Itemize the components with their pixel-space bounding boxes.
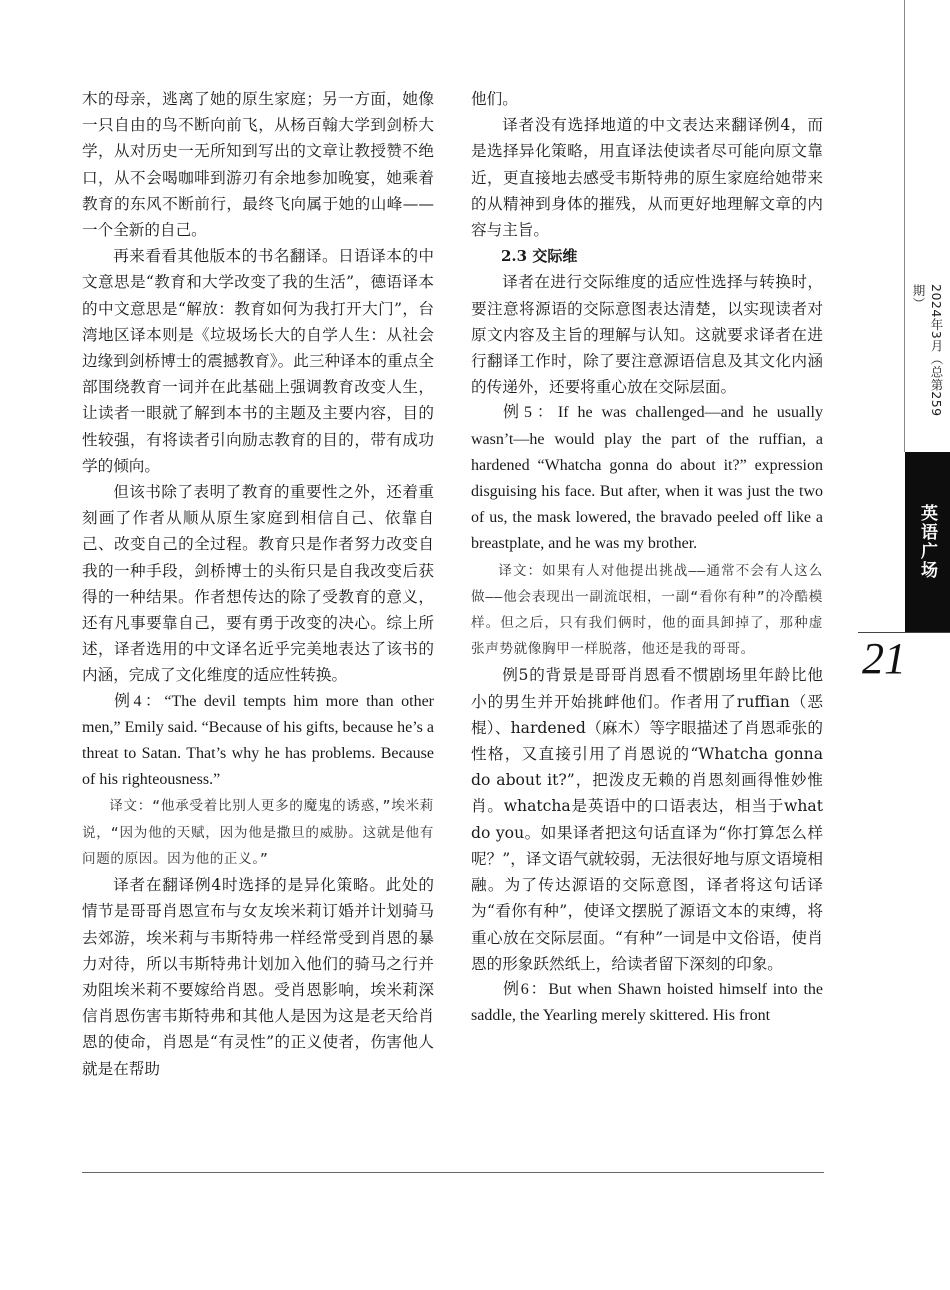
- example-5-translation: 译文：如果有人对他提出挑战——通常不会有人这么做——他会表现出一副流氓相，一副“看你有种”的冷酷模样。但之后，只有我们俩时，他的面具卸掉了，那种虚张声势就像胸甲一样脱落，他还是我的哥哥。: [471, 562, 823, 658]
- left-paragraph-2: 再来看看其他版本的书名翻译。日语译本的中文意思是“教育和大学改变了我的生活”，德语译本的中文意思是“解放：教育如何为我打开大门”，台湾地区译本则是《垃圾场长大的自学人生：从社会边缘到剑桥博士的震撼教育》。此三种译本的重点全部围绕教育一词并在此基础上强调教育改变人生，让读者一眼就了解到本书的主题及主要内容，目的性较强，有将读者引向励志教育的目的，带有成功学的倾向。: [82, 247, 434, 475]
- bottom-divider: [82, 1172, 824, 1173]
- example-4-translation: 译文：“他承受着比别人更多的魔鬼的诱惑，”埃米莉说，“因为他的天赋，因为他是撒旦的威胁。这就是他有问题的原因。因为他的正义。”: [82, 798, 434, 867]
- example-5: 例5：If he was challenged—and he usually wasn’t—he would play the part of the ruffian, a hardened “Whatcha gonna do about it?” expression disguising his face. But after, when it was just the two of us, the mask lowered, the bravado peeled off like a breastplate, and he was my brother.: [471, 404, 823, 553]
- left-paragraph-4: 译者在翻译例4时选择的是异化策略。此处的情节是哥哥肖恩宣布与女友埃米莉订婚并计划骑马去郊游，埃米莉与韦斯特弗一样经常受到肖恩的暴力对待，所以韦斯特弗计划加入他们的骑马之行并劝阻埃米莉不要嫁给肖恩。受肖恩影响，埃米莉深信肖恩伤害韦斯特弗和其他人是因为这是老天给肖恩的使命，肖恩是“有灵性”的正义使者，伤害他人就是在帮助: [82, 876, 434, 1078]
- issue-date: 2024年3月（总第259期）: [911, 284, 944, 417]
- left-column: [82, 86, 434, 1082]
- section-heading: 2.3 交际维: [501, 247, 578, 266]
- page-number: 21: [862, 634, 906, 683]
- section-label: 英语广场: [917, 504, 937, 580]
- right-paragraph-2: 译者没有选择地道的中文表达来翻译例4，而是选择异化策略，用直译法使读者尽可能向原文靠近，更直接地去感受韦斯特弗的原生家庭给她带来的从精神到身体的摧残，从而更好地理解文章的内容与主旨。: [471, 116, 823, 240]
- right-column: [471, 86, 823, 1029]
- sidebar-divider: [904, 0, 905, 452]
- right-paragraph-1: 他们。: [471, 90, 518, 108]
- page-number-rule: [858, 632, 950, 633]
- left-paragraph-1: 木的母亲，逃离了她的原生家庭；另一方面，她像一只自由的鸟不断向前飞，从杨百翰大学到剑桥大学，从对历史一无所知到写出的文章让教授赞不绝口，从不会喝咖啡到游刃有余地参加晚宴，她乘着教育的东风不断前行，最终飞向属于她的山峰——一个全新的自己。: [82, 90, 434, 240]
- right-paragraph-4: 例5的背景是哥哥肖恩看不惯剧场里年龄比他小的男生并开始挑衅他们。作者用了ruffian（恶棍）、hardened（麻木）等字眼描述了肖恩乖张的性格，又直接引用了肖恩说的“Whatcha gonna do about it?”，把泼皮无赖的肖恩刻画得惟妙惟肖。whatcha是英语中的口语表达，相当于what do you。如果译者把这句话直译为“你打算怎么样呢？”，译文语气就较弱，无法很好地与原文语境相融。为了传达源语的交际意图，译者将这句话译为“看你有种”，使译文摆脱了源语文本的束缚，将重心放在交际层面。“有种”一词是中文俗语，使肖恩的形象跃然纸上，给读者留下深刻的印象。: [471, 666, 823, 973]
- right-paragraph-3: 译者在进行交际维度的适应性选择与转换时，要注意将源语的交际意图表达清楚，以实现读者对原文内容及主旨的理解与认知。这就要求译者在进行翻译工作时，除了要注意源语信息及其文化内涵的传递外，还要将重心放在交际层面。: [471, 273, 823, 397]
- left-paragraph-3: 但该书除了表明了教育的重要性之外，还着重刻画了作者从顺从原生家庭到相信自己、依靠自己、改变自己的全过程。教育只是作者努力改变自我的一种手段，剑桥博士的头衔只是自我改变后获得的一种结果。作者想传达的除了受教育的意义，还有凡事要靠自己，要有勇于改变的决心。综上所述，译者选用的中文译名近乎完美地表达了该书的内涵，完成了文化维度的适应性转换。: [82, 483, 434, 685]
- example-6: 例6：But when Shawn hoisted himself into the saddle, the Yearling merely skittered. His front: [471, 980, 823, 1025]
- example-4: 例4：“The devil tempts him more than other men,” Emily said. “Because of his gifts, because he’s a threat to Satan. That’s why he has problems. Because of his righteousness.”: [82, 692, 434, 789]
- section-tab: [905, 452, 950, 632]
